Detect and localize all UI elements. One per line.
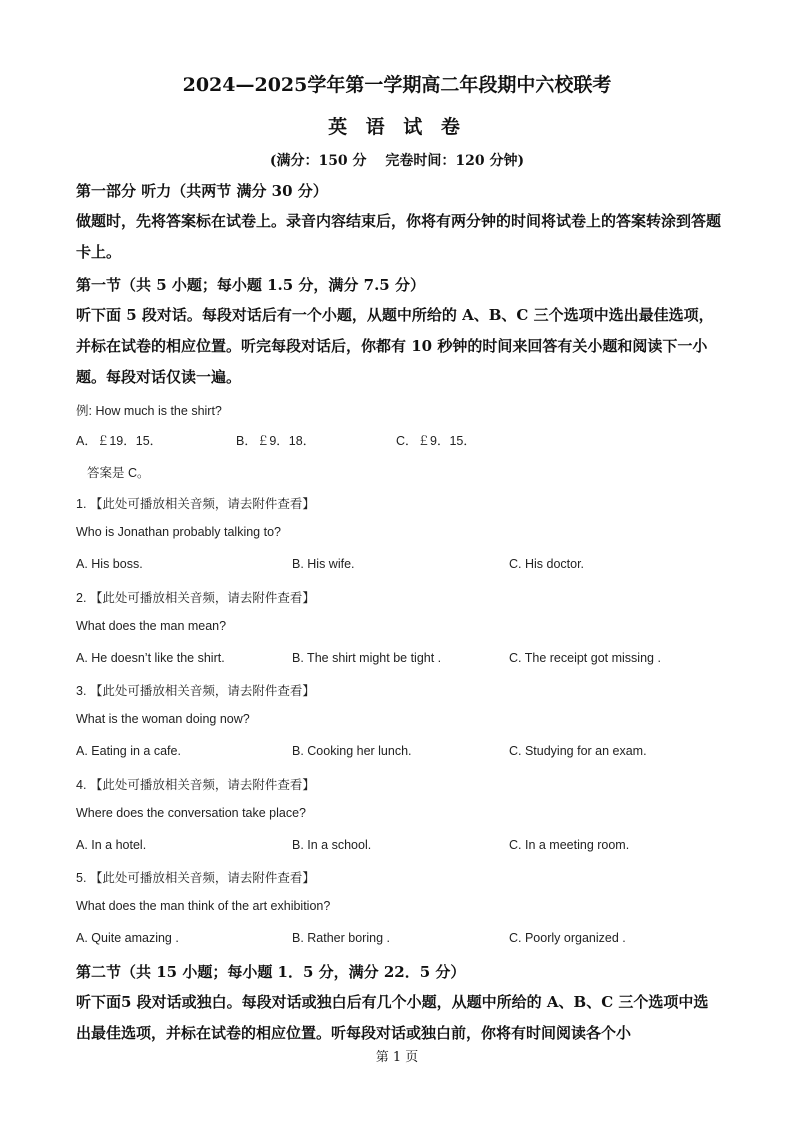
part1-heading: 第一部分 听力（共两节 满分 30 分） [76, 182, 328, 200]
q5-question: What does the man think of the art exhibition? [76, 899, 331, 913]
q5-option-a: A. Quite amazing . [76, 931, 179, 945]
example-question: 例: How much is the shirt? [76, 404, 222, 418]
q2-question: What does the man mean? [76, 619, 227, 633]
q4-option-c: C. In a meeting room. [509, 838, 630, 852]
q5-option-c: C. Poorly organized . [509, 931, 626, 945]
q2-audio-note: 2. 【此处可播放相关音频，请去附件查看】 [76, 591, 315, 605]
q3-option-b: B. Cooking her lunch. [292, 744, 412, 758]
exam-meta: (满分：150 分 完卷时间：120 分钟) [269, 153, 525, 169]
part1-instruction: 做题时，先将答案标在试卷上。录音内容结束后，你将有两分钟的时间将试卷上的答案转涂到答题卡上。 [76, 212, 722, 261]
exam-title: 2024—2025学年第一学期高二年段期中六校联考 [182, 74, 612, 96]
q1-option-b: B. His wife. [292, 557, 355, 571]
section1-instruction: 听下面 5 段对话。每段对话后有一个小题，从题中所给的 A、B、C 三个选项中选出最佳选项，并标在试卷的相应位置。听完每段对话后，你都有 10 秒钟的时间来回答有关小题和阅读下一小题。每段对话仅读一遍。 [76, 306, 714, 386]
q4-option-b: B. In a school. [292, 838, 372, 852]
q5-audio-note: 5. 【此处可播放相关音频，请去附件查看】 [76, 871, 315, 885]
q3-audio-note: 3. 【此处可播放相关音频，请去附件查看】 [76, 684, 315, 698]
example-option-a: A．￡19．15． [76, 434, 163, 448]
q1-option-a: A. His boss. [76, 557, 143, 571]
example-answer: 答案是 C。 [87, 466, 150, 480]
example-option-c: C．￡9．15． [396, 434, 476, 448]
example-option-b: B．￡9．18． [236, 434, 316, 448]
q4-audio-note: 4. 【此处可播放相关音频，请去附件查看】 [76, 778, 315, 792]
q2-option-a: A. He doesn’t like the shirt. [76, 651, 225, 665]
q5-option-b: B. Rather boring . [292, 931, 390, 945]
q3-option-c: C. Studying for an exam. [509, 744, 647, 758]
page-number: 第 1 页 [375, 1050, 419, 1065]
q1-audio-note: 1. 【此处可播放相关音频，请去附件查看】 [76, 497, 315, 511]
subject-title: 英 语 试 卷 [328, 116, 466, 138]
q2-option-c: C. The receipt got missing . [509, 651, 661, 665]
q2-option-b: B. The shirt might be tight . [292, 651, 442, 665]
q1-option-c: C. His doctor. [509, 557, 585, 571]
section1-heading: 第一节（共 5 小题；每小题 1.5 分，满分 7.5 分） [76, 276, 425, 294]
section2-heading: 第二节（共 15 小题；每小题 1．5 分，满分 22．5 分） [76, 963, 466, 981]
q4-option-a: A. In a hotel. [76, 838, 147, 852]
section2-instruction: 听下面5 段对话或独白。每段对话或独白后有几个小题，从题中所给的 A、B、C 三个选项中选出最佳选项，并标在试卷的相应位置。听每段对话或独白前，你将有时间阅读各个小 [76, 993, 709, 1042]
q1-question: Who is Jonathan probably talking to? [76, 525, 281, 539]
q4-question: Where does the conversation take place? [76, 806, 306, 820]
q3-option-a: A. Eating in a cafe. [76, 744, 181, 758]
q3-question: What is the woman doing now? [76, 712, 250, 726]
